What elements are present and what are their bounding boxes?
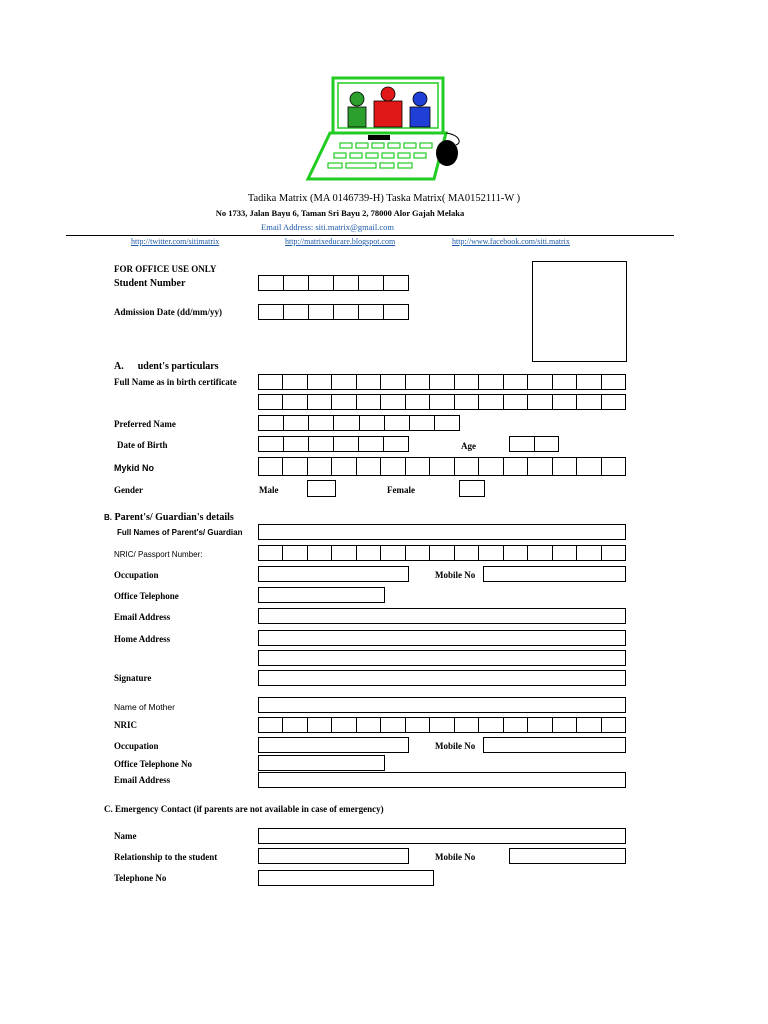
- admission-date-label: Admission Date (dd/mm/yy): [114, 307, 223, 317]
- school-address: No 1733, Jalan Bayu 6, Taman Sri Bayu 2, 78000 Alor Gajah Melaka: [215, 208, 465, 218]
- age-label: Age: [461, 441, 476, 451]
- full-name-label: Full Name as in birth certificate: [114, 377, 237, 387]
- mobile-label: Mobile No: [435, 570, 476, 580]
- student-number-boxes[interactable]: [258, 275, 409, 291]
- section-a-heading: udent's particulars: [137, 361, 219, 372]
- occupation-input[interactable]: [258, 566, 409, 582]
- section-b-marker: B.: [104, 513, 112, 522]
- email-label: Email Address: [114, 612, 171, 622]
- section-b-heading: Parent's/ Guardian's details: [114, 512, 234, 523]
- facebook-link[interactable]: http://www.facebook.com/siti.matrix: [452, 237, 570, 246]
- nric-label: NRIC: [114, 720, 138, 730]
- admission-date-boxes[interactable]: [258, 304, 409, 320]
- preferred-name-boxes[interactable]: [258, 415, 460, 431]
- student-number-label: Student Number: [114, 278, 186, 289]
- blog-link[interactable]: http://matrixeducare.blogspot.com: [285, 237, 396, 246]
- email2-label: Email Address: [114, 775, 171, 785]
- emergency-telephone-input[interactable]: [258, 870, 434, 886]
- gender-label: Gender: [114, 485, 143, 495]
- full-name-boxes-row2[interactable]: [258, 394, 626, 410]
- signature-label: Signature: [114, 673, 152, 683]
- nric-passport-boxes[interactable]: [258, 545, 626, 561]
- school-names: Tadika Matrix (MA 0146739-H) Taska Matrix( MA0152111-W ): [247, 193, 521, 204]
- mobile-input[interactable]: [483, 566, 626, 582]
- mykid-boxes[interactable]: [258, 457, 626, 476]
- nric-passport-label: NRIC/ Passport Number:: [114, 550, 203, 559]
- office-telephone-no-label: Office Telephone No: [114, 759, 192, 769]
- office-telephone-input[interactable]: [258, 587, 385, 603]
- mobile2-input[interactable]: [483, 737, 626, 753]
- parent-full-names-label: Full Names of Parent's/ Guardian: [117, 528, 243, 537]
- mother-name-label: Name of Mother: [114, 702, 175, 712]
- section-a-title: [114, 361, 219, 372]
- header-divider: [66, 235, 674, 236]
- home-address-label: Home Address: [114, 634, 171, 644]
- signature-input[interactable]: [258, 670, 626, 686]
- mother-name-input[interactable]: [258, 697, 626, 713]
- office-telephone-no-input[interactable]: [258, 755, 385, 771]
- female-checkbox[interactable]: [459, 480, 485, 497]
- parent-full-names-input[interactable]: [258, 524, 626, 540]
- office-use-title: FOR OFFICE USE ONLY: [114, 264, 217, 274]
- twitter-link[interactable]: http://twitter.com/sitimatrix: [131, 237, 220, 246]
- section-c-title: C. Emergency Contact (if parents are not available in case of emergency): [104, 804, 384, 814]
- female-label: Female: [387, 485, 415, 495]
- school-email: Email Address: siti.matrix@gmail.com: [261, 222, 394, 232]
- section-b-title: [104, 512, 234, 523]
- email-input[interactable]: [258, 608, 626, 624]
- full-name-boxes-row1[interactable]: [258, 374, 626, 390]
- emergency-telephone-label: Telephone No: [114, 873, 167, 883]
- preferred-name-label: Preferred Name: [114, 419, 176, 429]
- emergency-mobile-label: Mobile No: [435, 852, 476, 862]
- male-checkbox[interactable]: [307, 480, 336, 497]
- dob-label: Date of Birth: [117, 440, 168, 450]
- occupation2-input[interactable]: [258, 737, 409, 753]
- mykid-label: Mykid No: [114, 463, 155, 473]
- male-label: Male: [259, 485, 279, 495]
- nric-boxes[interactable]: [258, 717, 626, 733]
- occupation-label: Occupation: [114, 570, 159, 580]
- home-address-input-2[interactable]: [258, 650, 626, 666]
- emergency-name-label: Name: [114, 831, 137, 841]
- matrix-laptop-logo: [300, 75, 470, 185]
- relationship-input[interactable]: [258, 848, 409, 864]
- age-boxes[interactable]: [509, 436, 559, 452]
- home-address-input-1[interactable]: [258, 630, 626, 646]
- mobile2-label: Mobile No: [435, 741, 476, 751]
- dob-boxes[interactable]: [258, 436, 409, 452]
- occupation2-label: Occupation: [114, 741, 159, 751]
- section-a-marker: A.: [114, 361, 124, 372]
- relationship-label: Relationship to the student: [114, 852, 218, 862]
- photo-box[interactable]: [532, 261, 627, 362]
- emergency-name-input[interactable]: [258, 828, 626, 844]
- email2-input[interactable]: [258, 772, 626, 788]
- emergency-mobile-input[interactable]: [509, 848, 626, 864]
- office-telephone-label: Office Telephone: [114, 591, 179, 601]
